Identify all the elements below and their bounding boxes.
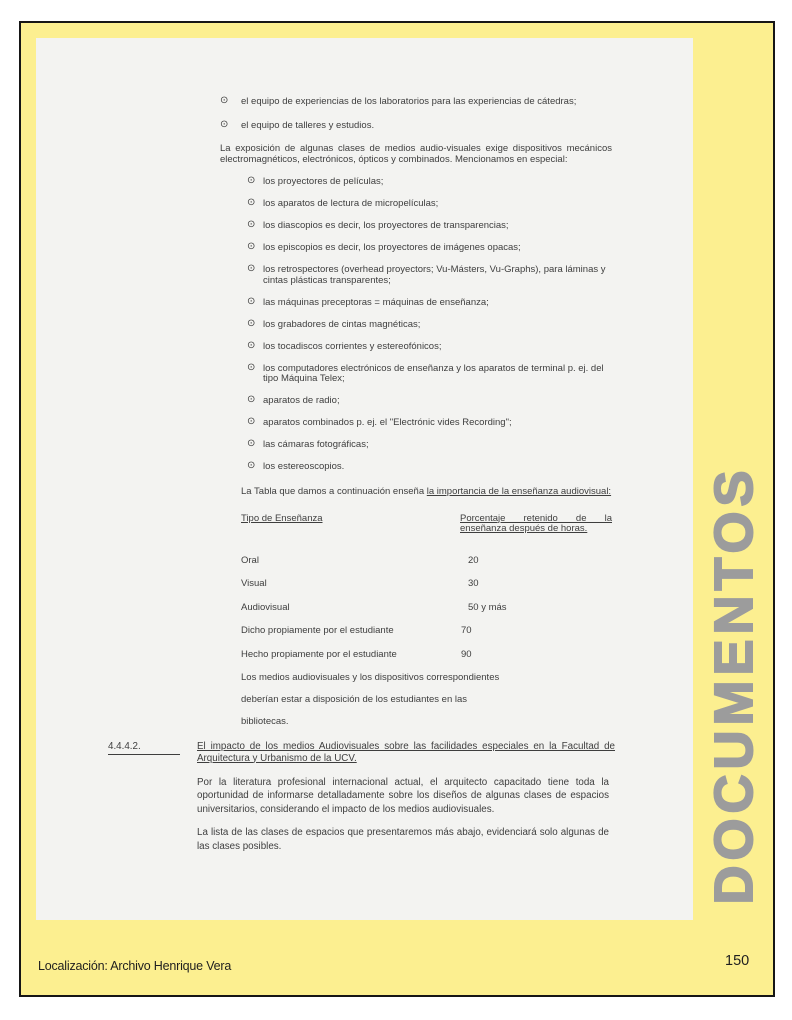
row-value: 50 y más	[468, 601, 507, 613]
row-value: 70	[461, 625, 472, 636]
row-label: Hecho propiamente por el estudiante	[241, 648, 397, 660]
circled-dot-bullet-icon: ⊙	[247, 219, 256, 230]
circled-dot-bullet-icon: ⊙	[220, 95, 229, 106]
circled-dot-bullet-icon: ⊙	[247, 361, 256, 373]
row-label: Audiovisual	[241, 601, 290, 613]
list-item	[220, 199, 612, 210]
table-intro-prefix: La Tabla que damos a continuación enseña	[241, 485, 427, 497]
table-row	[241, 603, 612, 614]
table-row	[241, 626, 612, 637]
row-label: Oral	[241, 554, 259, 566]
table-intro-paragraph	[241, 486, 612, 497]
table-row	[241, 650, 612, 661]
list-item	[220, 243, 612, 254]
section-paragraphs	[197, 776, 609, 854]
table-header-type: Tipo de Enseñanza	[241, 512, 323, 524]
circled-dot-bullet-icon: ⊙	[247, 317, 256, 329]
closing-line: Los medios audiovisuales y los dispositivos correspondientes	[241, 672, 500, 683]
list-item	[220, 221, 612, 232]
circled-dot-bullet-icon: ⊙	[247, 241, 256, 252]
list-item-text: los proyectores de películas;	[263, 176, 384, 187]
page-number: 150	[725, 953, 750, 969]
table-intro-underlined: la importancia de la enseñanza audiovisual:	[426, 485, 612, 497]
list-item-text: los tocadiscos corrientes y estereofónicos;	[263, 340, 442, 352]
section-paragraph: Por la literatura profesional internacional actual, el arquitecto capacitado tiene toda la oportunidad de informarse detalladamente sobre los diseños de algunas clases de espacios universitarios, considerando el impacto de los medios audiovisuales.	[197, 776, 609, 816]
table-rows	[241, 556, 612, 661]
devices-list	[220, 177, 612, 473]
list-item	[220, 317, 612, 331]
list-item	[220, 177, 612, 188]
table-header-percentage: Porcentaje retenido de la enseñanza después de horas.	[460, 512, 612, 534]
list-item	[220, 361, 612, 385]
closing-statement	[241, 673, 612, 728]
circled-dot-bullet-icon: ⊙	[247, 416, 256, 427]
list-item-text: el equipo de talleres y estudios.	[241, 119, 375, 131]
table-row	[241, 579, 612, 590]
localization-caption: Localización: Archivo Henrique Vera	[38, 959, 232, 973]
list-item	[220, 440, 612, 451]
circled-dot-bullet-icon: ⊙	[247, 339, 256, 351]
list-item	[220, 418, 612, 429]
document-body	[36, 38, 693, 728]
row-value: 20	[468, 554, 479, 566]
list-item	[220, 462, 612, 473]
row-label: Dicho propiamente por el estudiante	[241, 625, 394, 636]
circled-dot-bullet-icon: ⊙	[247, 295, 256, 307]
circled-dot-bullet-icon: ⊙	[247, 438, 256, 449]
circled-dot-bullet-icon: ⊙	[220, 118, 229, 130]
list-item-text: los episcopios es decir, los proyectores de imágenes opacas;	[263, 242, 521, 253]
list-item-text: los retrospectores (overhead proyectors; Vu-Másters, Vu-Graphs), para láminas y cintas plásticas transparentes;	[263, 264, 606, 286]
section-heading	[36, 741, 693, 765]
archive-frame	[19, 21, 775, 997]
list-item-text: aparatos de radio;	[263, 395, 340, 406]
exposition-paragraph: La exposición de algunas clases de medios audio-visuales exige dispositivos mecánicos electromagnéticos, electrónicos, ópticos y combinados. Mencionamos en especial:	[220, 143, 612, 165]
scanned-document-page	[36, 38, 693, 920]
documentos-vertical-label: DOCUMENTOS	[704, 465, 764, 905]
row-value: 90	[461, 648, 472, 660]
list-item-text: los grabadores de cintas magnéticas;	[263, 318, 421, 330]
list-item	[220, 339, 612, 353]
list-item	[220, 265, 612, 286]
table-row	[241, 556, 612, 567]
list-item-text: las cámaras fotográficas;	[263, 439, 369, 450]
section-paragraph: La lista de las clases de espacios que presentaremos más abajo, evidenciará solo algunas de las clases posibles.	[197, 826, 609, 852]
row-label: Visual	[241, 578, 267, 589]
table-header-row	[241, 514, 612, 535]
circled-dot-bullet-icon: ⊙	[247, 460, 256, 471]
list-item-text: los estereoscopios.	[263, 461, 345, 472]
list-item	[220, 97, 612, 108]
circled-dot-bullet-icon: ⊙	[247, 263, 256, 274]
section-number: 4.4.4.2.	[108, 741, 197, 765]
list-item	[220, 118, 612, 132]
closing-line: deberían estar a disposición de los estudiantes en las	[241, 694, 468, 705]
list-item-text: el equipo de experiencias de los laboratorios para las experiencias de cátedras;	[241, 96, 577, 107]
retention-table	[241, 514, 612, 661]
list-item-text: las máquinas preceptoras = máquinas de enseñanza;	[263, 296, 489, 308]
list-item-text: los aparatos de lectura de micropelículas;	[263, 198, 439, 209]
closing-line: bibliotecas.	[241, 716, 289, 727]
circled-dot-bullet-icon: ⊙	[247, 197, 256, 208]
circled-dot-bullet-icon: ⊙	[247, 394, 256, 405]
section-title: El impacto de los medios Audiovisuales sobre las facilidades especiales en la Facultad de Arquitectura y Urbanismo de la UCV.	[197, 740, 615, 764]
list-item	[220, 295, 612, 309]
list-item	[220, 396, 612, 407]
list-item-text: aparatos combinados p. ej. el "Electrónic vides Recording";	[263, 417, 512, 428]
list-item-text: los diascopios es decir, los proyectores de transparencias;	[263, 220, 509, 231]
list-item-text: los computadores electrónicos de enseñanza y los aparatos de terminal p. ej. del tipo Máquina Telex;	[263, 362, 604, 384]
equipment-list	[220, 97, 612, 131]
circled-dot-bullet-icon: ⊙	[247, 175, 256, 186]
row-value: 30	[468, 578, 479, 589]
